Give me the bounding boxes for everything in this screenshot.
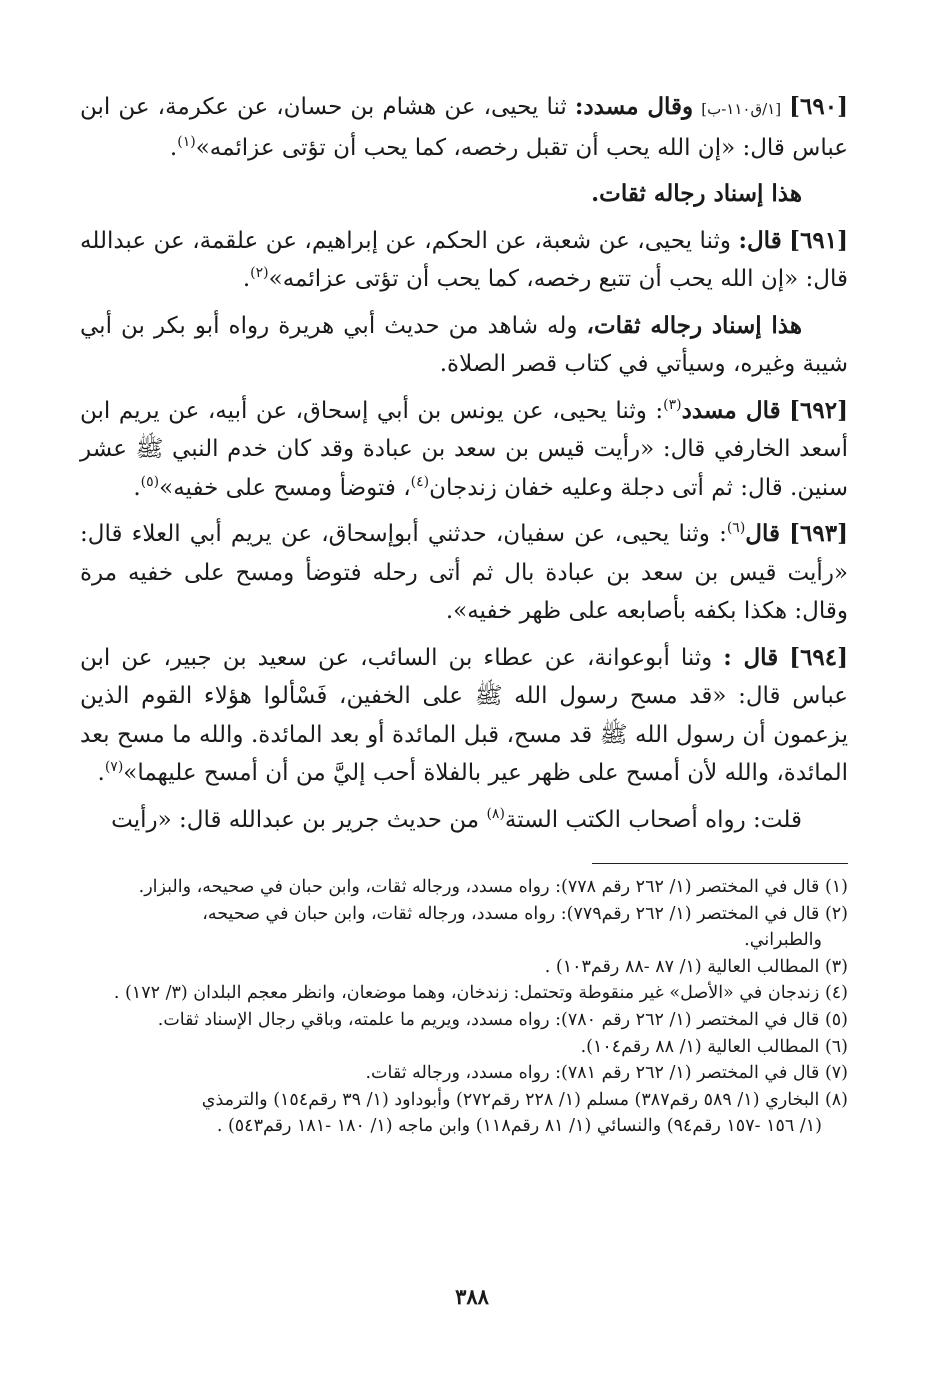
footnote-1 bbox=[80, 874, 848, 901]
footnote-2 bbox=[80, 901, 848, 954]
footnote-ref[interactable]: (٦) bbox=[726, 520, 746, 536]
footnote-5 bbox=[80, 1007, 848, 1034]
grading-690 bbox=[80, 175, 848, 214]
grading-note: وله شاهد من حديث أبي هريرة رواه أبو بكر بن أبي شيبة وغيره، وسيأتي في كتاب قصر الصلاة. bbox=[80, 312, 848, 377]
footnote-text: قال في المختصر (١/ ٢٦٢ رقم ٧٧٨): رواه مسدد، ورجاله ثقات، وابن حبان في صحيحه، والبزار. bbox=[138, 877, 820, 897]
comment-paragraph bbox=[80, 801, 848, 840]
footnote-number: (١) bbox=[824, 877, 848, 897]
hadith-text: وثنا أبوعوانة، عن عطاء بن السائب، عن سعيد بن جبير، عن ابن عباس قال: «قد مسح رسول الله ﷺ على الخفين، فَسْألوا هؤلاء القوم الذين يزعمون أن رسول الله ﷺ قد مسح، قبل المائدة أو بعد المائدة. والله ما مسح بعد المائدة، والله لأن أمسح على ظهر عير بالفلاة أحب إليَّ من أن أمسح عليهما» bbox=[80, 644, 848, 786]
footnote-ref[interactable]: (٨) bbox=[486, 805, 505, 822]
footnote-number: (٢) bbox=[824, 903, 848, 924]
narrator-head: وقال مسدد: bbox=[574, 93, 694, 120]
hadith-694 bbox=[80, 639, 848, 793]
hadith-number: [٦٩٣] bbox=[789, 520, 848, 547]
hadith-text-cont: ، فتوضأ ومسح على خفيه» bbox=[159, 474, 411, 501]
punct: . bbox=[169, 134, 178, 161]
narrator-head: قال : bbox=[723, 643, 779, 671]
footnote-text: البخاري (١/ ٥٨٩ رقم٣٨٧) مسلم (١/ ٢٢٨ رقم٢٧٢) وأبوداود (١/ ٣٩ رقم١٥٤) والترمذي bbox=[201, 1089, 820, 1110]
footnote-number: (٤) bbox=[824, 983, 848, 1004]
footnote-text: قال في المختصر (١/ ٢٦٢ رقم ٧٨٠): رواه مسدد، ويريم ما علمته، وباقي رجال الإسناد ثقات. bbox=[157, 1009, 820, 1030]
footnote-number: (٦) bbox=[824, 1036, 848, 1057]
hadith-number: [٦٩٢] bbox=[789, 396, 848, 424]
footnote-6 bbox=[80, 1034, 848, 1061]
manuscript-ref: [١/ق١١٠-ب] bbox=[701, 100, 782, 118]
hadith-text: : وثنا يحيى، عن سفيان، حدثني أبوإسحاق، عن يريم أبي العلاء قال: «رأيت قيس بن سعد بن عبادة بال ثم أتى رحله فتوضأ ومسح على خفيه مرة وقال: هكذا بكفه بأصابعه على ظهر خفيه». bbox=[80, 521, 848, 624]
footnote-text: زندجان في «الأصل» غير منقوطة وتحتمل: زندخان، وهما موضعان، وانظر معجم البلدان (٣/ ١٧٢) . bbox=[113, 983, 820, 1004]
hadith-number: [٦٩١] bbox=[789, 226, 849, 254]
footnote-ref[interactable]: (٥) bbox=[140, 473, 160, 490]
comment-text-cont: من حديث جرير بن عبدالله قال: «رأيت bbox=[111, 806, 487, 833]
footnote-text: المطالب العالية (١/ ٨٨ رقم١٠٤). bbox=[580, 1036, 820, 1057]
footnote-number: (٨) bbox=[824, 1089, 848, 1110]
narrator-head: قال مسدد bbox=[681, 396, 781, 424]
footnote-ref[interactable]: (١) bbox=[177, 133, 196, 150]
hadith-692 bbox=[80, 392, 848, 508]
footnote-text: قال في المختصر (١/ ٢٦٢ رقم ٧٨١): رواه مسدد، ورجاله ثقات. bbox=[365, 1063, 820, 1084]
grading-691 bbox=[80, 307, 848, 384]
hadith-691 bbox=[80, 222, 848, 299]
footnote-3 bbox=[80, 954, 848, 981]
grading-text: هذا إسناد رجاله ثقات، bbox=[586, 311, 803, 339]
comment-text: قلت: رواه أصحاب الكتب الستة bbox=[504, 806, 802, 833]
footnote-text-cont: والطبراني. bbox=[744, 930, 822, 951]
footnote-text-cont: (١/ ١٥٦ -١٥٧ رقم٩٤) والنسائي (١/ ٨١ رقم١١٨) وابن ماجه (١/ ١٨٠ -١٨١ رقم٥٤٣) . bbox=[216, 1116, 822, 1137]
hadith-693 bbox=[80, 515, 848, 631]
footnote-ref[interactable]: (٤) bbox=[410, 473, 430, 490]
footnote-separator bbox=[592, 863, 848, 864]
hadith-number: [٦٩٠] bbox=[789, 93, 848, 120]
footnote-ref[interactable]: (٢) bbox=[250, 265, 269, 281]
footnote-number: (٥) bbox=[824, 1009, 848, 1030]
footnote-8 bbox=[80, 1087, 848, 1140]
narrator-head: قال: bbox=[738, 226, 782, 254]
hadith-number: [٦٩٤] bbox=[789, 643, 849, 671]
footnote-number: (٣) bbox=[824, 956, 848, 977]
footnote-text: قال في المختصر (١/ ٢٦٢ رقم٧٧٩): رواه مسدد، ورجاله ثقات، وابن حبان في صحيحه، bbox=[202, 903, 820, 924]
punct: . bbox=[242, 266, 251, 292]
grading-text: هذا إسناد رجاله ثقات. bbox=[591, 180, 802, 207]
footnote-ref[interactable]: (٧) bbox=[104, 759, 124, 775]
punct: . bbox=[97, 760, 105, 786]
hadith-text: : وثنا يحيى، عن يونس بن أبي إسحاق، عن أبيه، عن يريم ابن أسعد الخارفي قال: «رأيت قيس بن سعد بن عبادة وقد كان خدم النبي ﷺ عشر سنين. قال: ثم أتى دجلة وعليه خفان زندجان bbox=[80, 397, 848, 501]
footnote-ref[interactable]: (٣) bbox=[663, 396, 682, 413]
footnote-7 bbox=[80, 1060, 848, 1087]
footnotes bbox=[80, 874, 848, 1140]
footnote-4 bbox=[80, 980, 848, 1007]
hadith-690 bbox=[80, 88, 848, 167]
punct: . bbox=[133, 474, 141, 501]
hadith-text: ثنا يحيى، عن هشام بن حسان، عن عكرمة، عن ابن عباس قال: «إن الله يحب أن تقبل رخصه، كما يحب أن تؤتى عزائمه» bbox=[80, 94, 848, 161]
hadith-text: وثنا يحيى، عن شعبة، عن الحكم، عن إبراهيم، عن علقمة، عن عبدالله قال: «إن الله يحب أن تتبع رخصه، كما يحب أن تؤتى عزائمه» bbox=[80, 227, 848, 292]
narrator-head: قال bbox=[745, 520, 780, 547]
page-number: ٣٨٨ bbox=[455, 1284, 489, 1309]
footnote-number: (٧) bbox=[824, 1063, 848, 1084]
footnote-text: المطالب العالية (١/ ٨٧ -٨٨ رقم١٠٣) . bbox=[544, 956, 820, 977]
